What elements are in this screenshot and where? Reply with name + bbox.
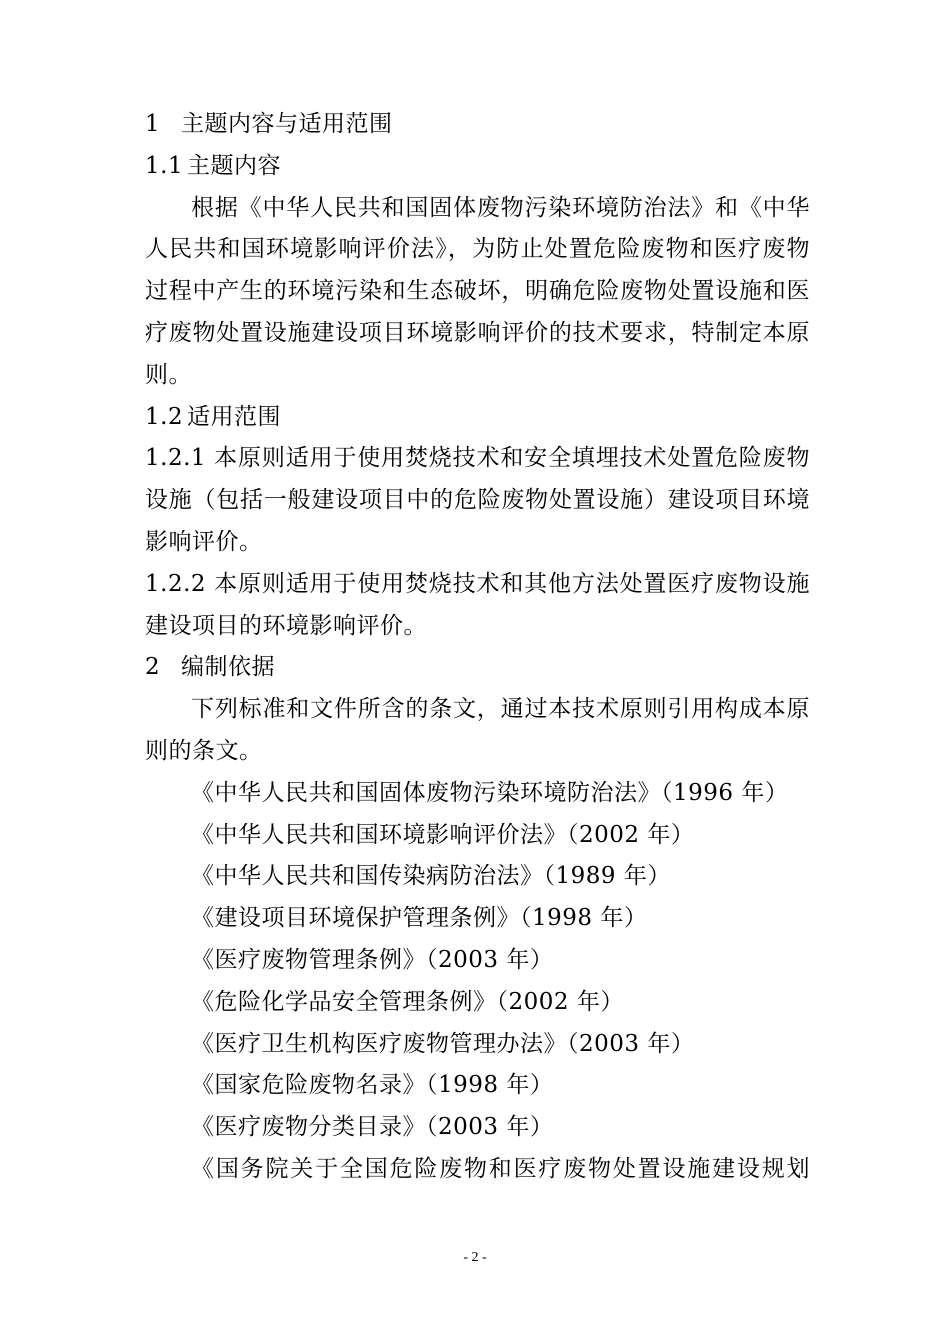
paragraph-line: 1.2.2 本原则适用于使用焚烧技术和其他方法处置医疗废物设施 [145, 570, 810, 597]
section-number: 2 [145, 654, 161, 681]
reference-item: 《医疗卫生机构医疗废物管理办法》（2003 年） [191, 1030, 695, 1057]
section-number: 1.1 [145, 152, 184, 179]
paragraph-line: 建设项目的环境影响评价。 [145, 612, 427, 639]
reference-item: 《建设项目环境保护管理条例》（1998 年） [191, 905, 648, 932]
section-title: 适用范围 [187, 403, 281, 430]
section-number: 1.2 [145, 403, 184, 430]
section-title: 主题内容与适用范围 [181, 111, 393, 137]
document-body [145, 104, 810, 1191]
reference-item: 《国务院关于全国危险废物和医疗废物处置设施建设规划 [191, 1155, 810, 1182]
section-2-heading [145, 647, 810, 689]
paragraph-line: 1.2.1 本原则适用于使用焚烧技术和安全填埋技术处置危险废物 [145, 445, 810, 472]
section-1-1-heading [145, 146, 810, 188]
reference-item: 《中华人民共和国环境影响评价法》（2002 年） [191, 821, 695, 848]
paragraph-line: 设施（包括一般建设项目中的危险废物处置设施）建设项目环境 [145, 487, 810, 514]
reference-item: 《中华人民共和国固体废物污染环境防治法》（1996 年） [191, 779, 789, 806]
reference-item: 《危险化学品安全管理条例》（2002 年） [191, 988, 624, 1015]
paragraph-line: 疗废物处置设施建设项目环境影响评价的技术要求，特制定本原 [145, 319, 810, 346]
section-1-2-heading [145, 397, 810, 439]
page-number: - 2 - [463, 1250, 487, 1265]
paragraph-line: 人民共和国环境影响评价法》，为防止处置危险废物和医疗废物 [145, 236, 810, 263]
paragraph-line: 影响评价。 [145, 528, 263, 555]
section-number: 1 [145, 111, 161, 137]
reference-item: 《国家危险废物名录》（1998 年） [191, 1072, 554, 1099]
reference-item: 《中华人民共和国传染病防治法》（1989 年） [191, 863, 671, 890]
reference-item: 《医疗废物管理条例》（2003 年） [191, 946, 554, 973]
section-title: 编制依据 [181, 654, 275, 681]
paragraph-line: 过程中产生的环境污染和生态破坏，明确危险废物处置设施和医 [145, 278, 810, 305]
paragraph-line: 根据《中华人民共和国固体废物污染环境防治法》和《中华 [191, 194, 810, 221]
paragraph-line: 下列标准和文件所含的条文，通过本技术原则引用构成本原 [191, 696, 810, 723]
paragraph-line: 则。 [145, 361, 192, 388]
section-title: 主题内容 [187, 152, 281, 179]
paragraph-line: 则的条文。 [145, 737, 263, 764]
reference-item: 《医疗废物分类目录》（2003 年） [191, 1114, 554, 1141]
section-1-heading [145, 104, 810, 146]
